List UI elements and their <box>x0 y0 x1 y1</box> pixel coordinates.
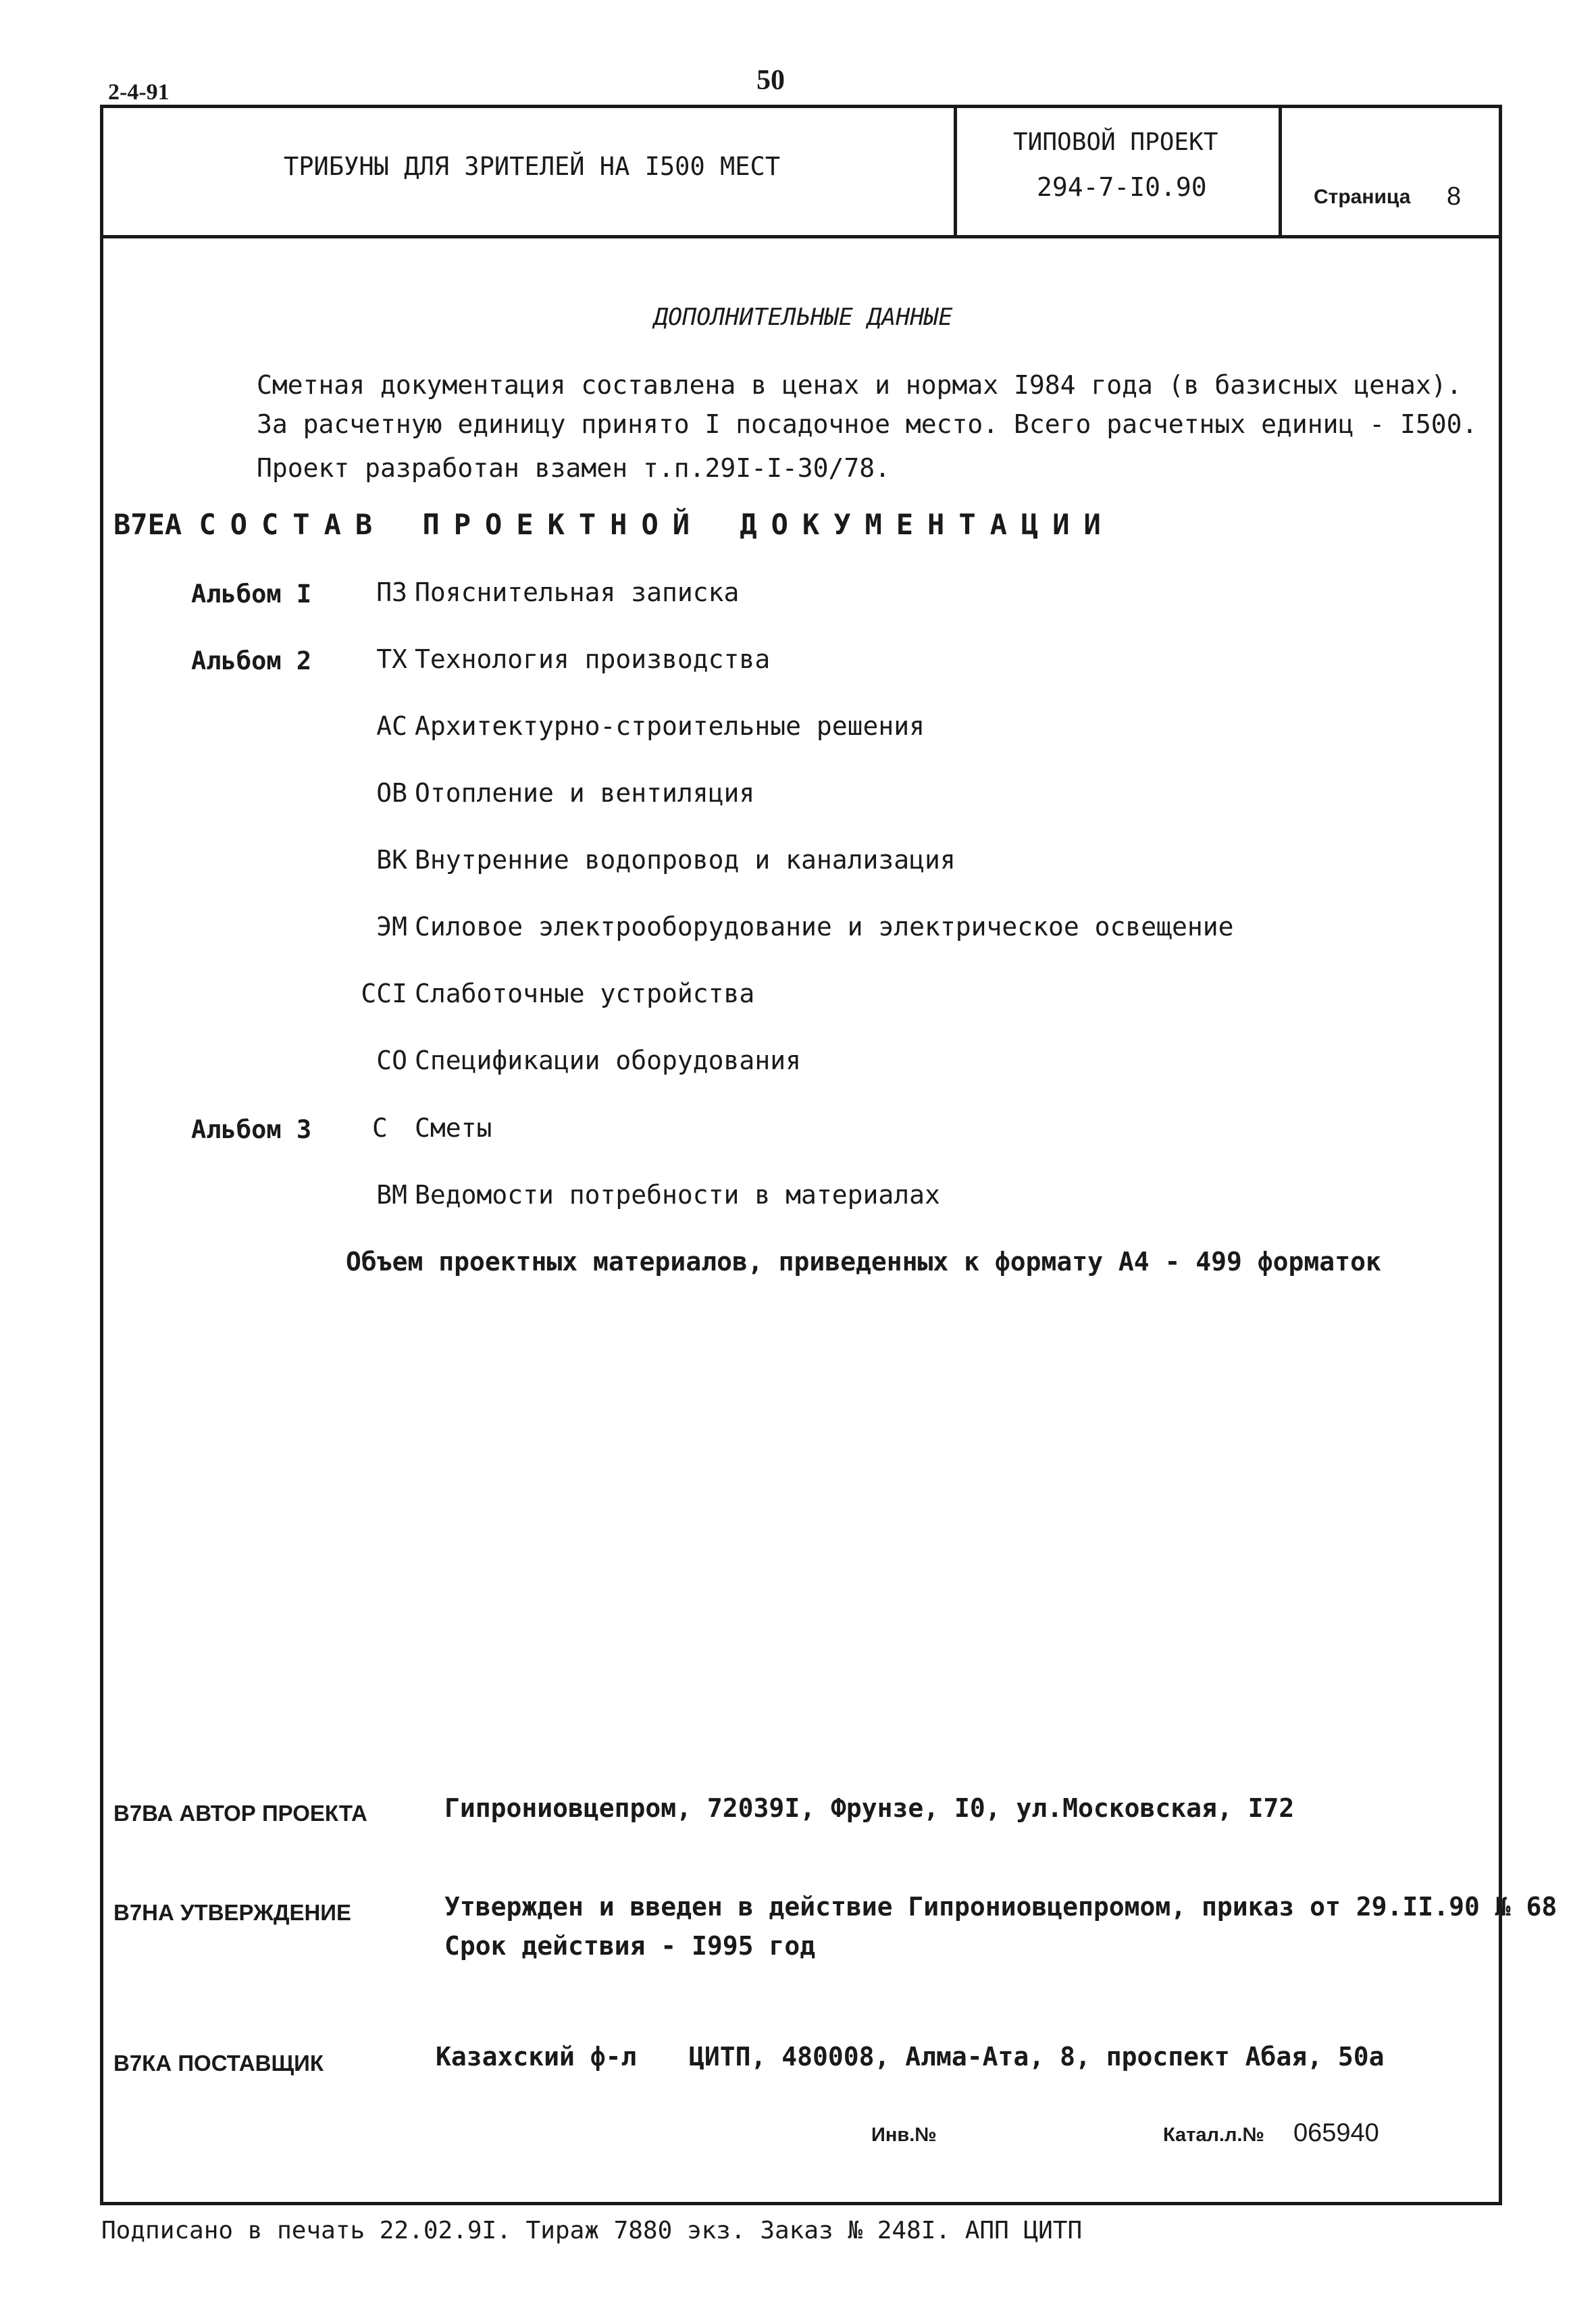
supplier-branch: Казахский ф-л <box>436 2042 637 2072</box>
composition-heading <box>113 508 1115 541</box>
additional-line: За расчетную единицу принято I посадочное место. Всего расчетных единиц - I500. <box>257 409 1478 439</box>
doc-code: АС <box>376 711 407 741</box>
supplier-label: В7КА ПОСТАВЩИК <box>113 2051 324 2076</box>
catalog-sheet-label: Катал.л.№ <box>1163 2124 1264 2146</box>
composition-word: ПРОЕКТНОЙ <box>422 508 704 541</box>
header-column-divider <box>954 105 957 237</box>
album-label: Альбом 3 <box>191 1115 312 1144</box>
inventory-label: Инв.№ <box>871 2124 937 2146</box>
doc-code: ВК <box>376 845 407 875</box>
doc-name: Слаботочные устройства <box>415 979 755 1008</box>
doc-name: Спецификации оборудования <box>415 1046 801 1075</box>
header-project-code: 294-7-I0.90 <box>1037 172 1207 202</box>
album-label: Альбом 2 <box>191 646 312 675</box>
doc-name: Отопление и вентиляция <box>415 778 755 808</box>
doc-name: Архитектурно-строительные решения <box>415 711 925 741</box>
doc-name: Силовое электрооборудование и электрическое освещение <box>415 912 1234 942</box>
doc-code: ПЗ <box>376 577 407 607</box>
doc-name: Сметы <box>415 1113 492 1143</box>
header-project-type: ТИПОВОЙ ПРОЕКТ <box>1013 128 1218 156</box>
approval-label: В7НА УТВЕРЖДЕНИЕ <box>113 1900 352 1925</box>
doc-code: СО <box>376 1046 407 1075</box>
doc-name: Ведомости потребности в материалах <box>415 1180 940 1210</box>
header-page-label: Страница <box>1314 186 1411 208</box>
doc-name: Внутренние водопровод и канализация <box>415 845 956 875</box>
doc-code: ТХ <box>376 644 407 674</box>
composition-code: B7EA <box>113 508 182 541</box>
validity-value: Срок действия - I995 год <box>444 1931 816 1961</box>
header-divider <box>100 235 1502 238</box>
composition-word: СОСТАВ <box>199 508 387 541</box>
doc-code: ВМ <box>376 1180 407 1210</box>
doc-name: Пояснительная записка <box>415 577 740 607</box>
supplier-address: ЦИТП, 480008, Алма-Ата, 8, проспект Абая, 50а <box>689 2042 1385 2072</box>
additional-line: Проект разработан взамен т.п.29I-I-30/78. <box>257 453 890 483</box>
author-value: Гипрониовцепром, 72039I, Фрунзе, I0, ул.Московская, I72 <box>444 1793 1295 1823</box>
doc-code: С <box>372 1113 388 1143</box>
header-page-value: 8 <box>1447 182 1462 211</box>
approval-value: Утвержден и введен в действие Гипрониовцепромом, приказ от 29.II.90 № 68 <box>444 1892 1558 1922</box>
composition-word: ДОКУМЕНТАЦИИ <box>740 508 1115 541</box>
page-number: 50 <box>756 65 785 96</box>
doc-code: ОВ <box>376 778 407 808</box>
header-title: ТРИБУНЫ ДЛЯ ЗРИТЕЛЕЙ НА I500 МЕСТ <box>284 152 781 181</box>
doc-name: Технология производства <box>415 644 771 674</box>
doc-code: ССI <box>361 979 407 1008</box>
catalog-sheet-number: 065940 <box>1293 2119 1379 2147</box>
print-footer: Подписано в печать 22.02.9I. Тираж 7880 экз. Заказ № 248I. АПП ЦИТП <box>101 2217 1083 2244</box>
additional-data-title: ДОПОЛНИТЕЛЬНЫЕ ДАННЫЕ <box>654 304 953 331</box>
volume-summary: Объем проектных материалов, приведенных к формату А4 - 499 форматок <box>346 1247 1381 1277</box>
document-code: 2-4-91 <box>108 80 170 105</box>
doc-code: ЭМ <box>376 912 407 942</box>
author-label: В7ВА АВТОР ПРОЕКТА <box>113 1801 367 1826</box>
header-column-divider <box>1279 105 1282 237</box>
additional-line: Сметная документация составлена в ценах и нормах I984 года (в базисных ценах). <box>257 370 1462 400</box>
album-label: Альбом I <box>191 580 312 609</box>
